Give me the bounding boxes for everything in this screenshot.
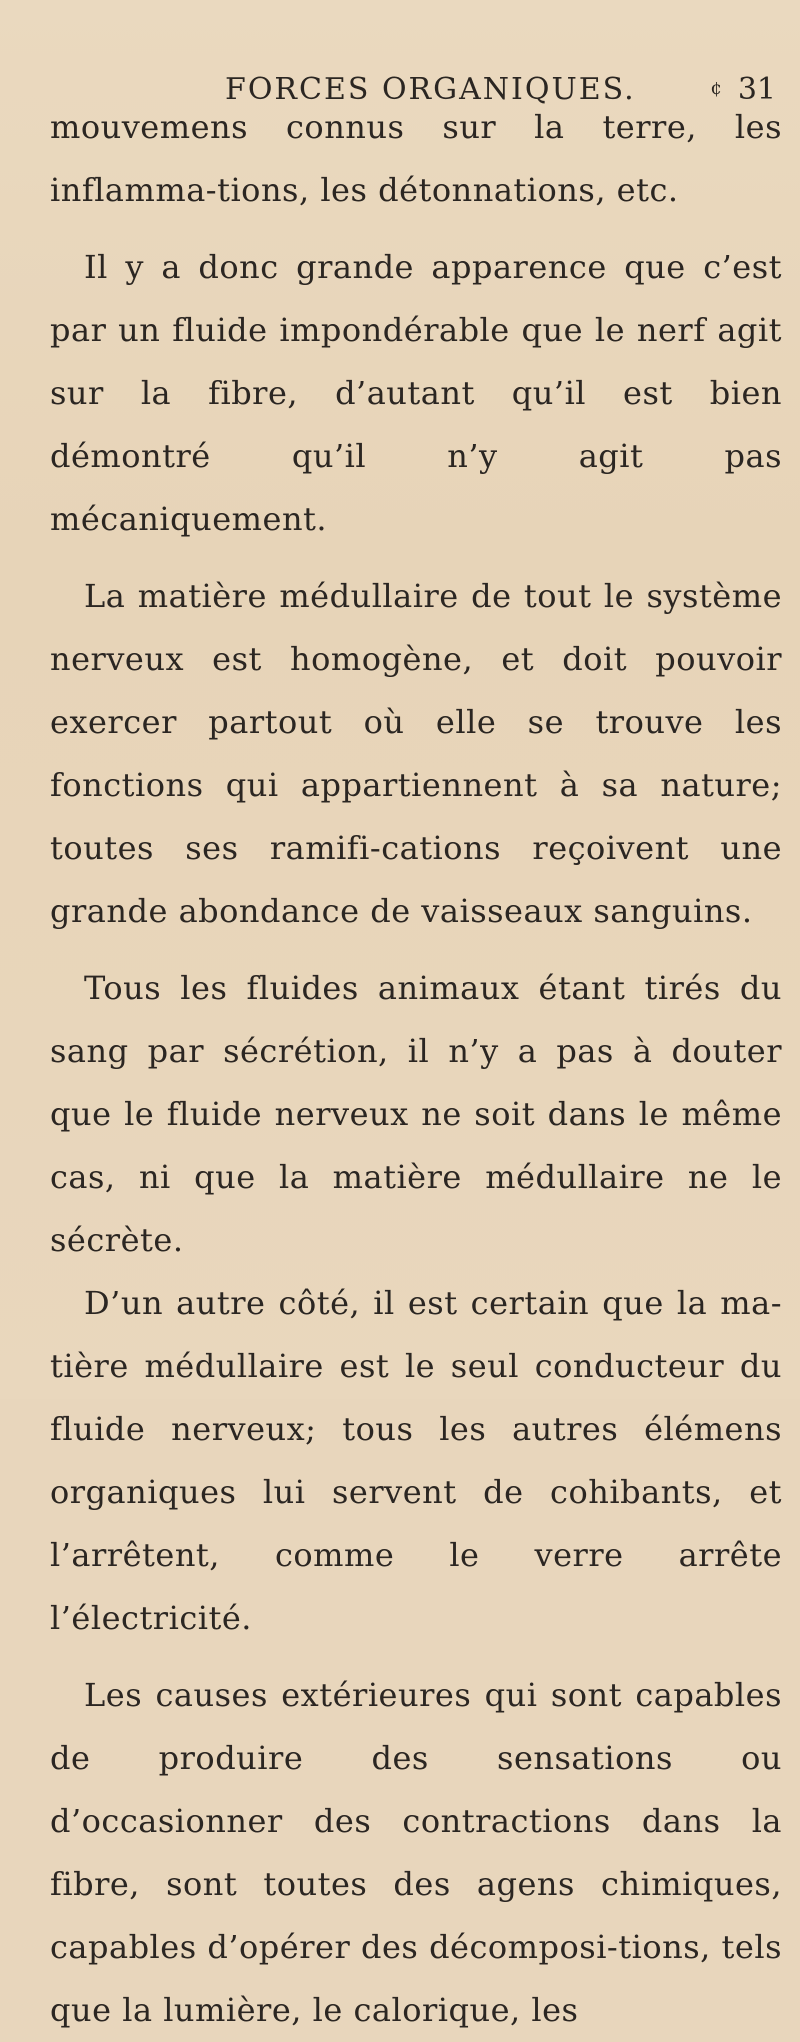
body-text <box>50 96 782 2042</box>
printer-mark: ¢ <box>710 78 722 99</box>
running-title: FORCES ORGANIQUES. <box>225 72 636 107</box>
paragraph-3: La matière médullaire de tout le système nerveux est homogène, et doit pouvoir exercer partout où elle se trouve les fonctions qui appartiennent à sa nature; toutes ses ramifi-cations reçoivent une grande abondance de vaisseaux sanguins. <box>50 577 782 930</box>
paragraph-1: mouvemens connus sur la terre, les inflamma-tions, les détonnations, etc. <box>50 108 782 209</box>
paragraph-6: Les causes extérieures qui sont capables de produire des sensations ou d’occasionner des contractions dans la fibre, sont toutes des agens chimiques, capables d’opérer des décomposi-tions, tels que la lumière, le calorique, les <box>50 1676 782 2029</box>
paragraph-2: Il y a donc grande apparence que c’est par un fluide impondérable que le nerf agit sur la fibre, d’autant qu’il est bien démontré qu’il n’y agit pas mécaniquement. <box>50 248 782 538</box>
page-number: 31 <box>737 72 776 107</box>
running-head <box>50 0 782 118</box>
paragraph-5: D’un autre côté, il est certain que la ma-tière médullaire est le seul conducteur du fluide nerveux; tous les autres élémens organiques lui servent de cohibants, et l’arrêtent, comme le verre arrête l’électricité. <box>50 1284 782 1637</box>
paragraph-4: Tous les fluides animaux étant tirés du sang par sécrétion, il n’y a pas à douter que le fluide nerveux ne soit dans le même cas, ni que la matière médullaire ne le sécrète. <box>50 969 782 1259</box>
